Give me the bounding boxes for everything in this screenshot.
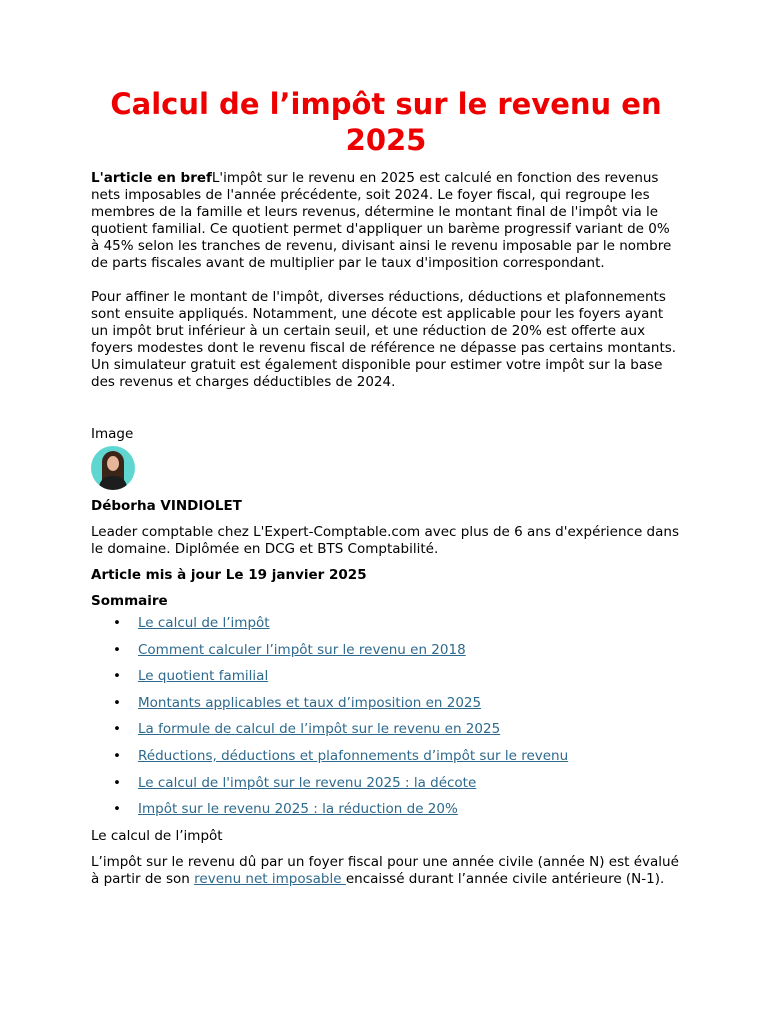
section-paragraph bbox=[91, 854, 681, 888]
avatar-face bbox=[107, 456, 119, 471]
revenu-net-imposable-link[interactable]: revenu net imposable bbox=[194, 870, 346, 887]
bullet-icon: • bbox=[113, 641, 121, 658]
bullet-icon: • bbox=[113, 721, 121, 738]
article bbox=[91, 86, 681, 888]
section-text-after: encaissé durant l’année civile antérieure (N-1). bbox=[345, 870, 665, 887]
author-bio: Leader comptable chez L'Expert-Comptable.com avec plus de 6 ans d'expérience dans le domaine. Diplômée en DCG et BTS Comptabilité. bbox=[91, 524, 679, 557]
table-of-contents bbox=[91, 615, 681, 818]
bullet-icon: • bbox=[113, 801, 121, 818]
toc-link-2018[interactable]: Comment calculer l’impôt sur le revenu en 2018 bbox=[138, 641, 466, 658]
bullet-icon: • bbox=[113, 615, 121, 631]
image-label: Image bbox=[91, 426, 134, 442]
toc-item bbox=[91, 748, 681, 765]
toc-link-formule[interactable]: La formule de calcul de l’impôt sur le revenu en 2025 bbox=[138, 721, 501, 738]
toc-item bbox=[91, 801, 681, 818]
author-avatar bbox=[91, 446, 135, 490]
toc-item bbox=[91, 695, 681, 712]
author-name: Déborha VINDIOLET bbox=[91, 498, 242, 514]
bullet-icon: • bbox=[113, 774, 121, 791]
toc-link-quotient[interactable]: Le quotient familial bbox=[138, 668, 269, 685]
toc-link-reductions[interactable]: Réductions, déductions et plafonnements d’impôt sur le revenu bbox=[138, 747, 569, 764]
intro-paragraph bbox=[91, 170, 681, 272]
toc-link-calcul[interactable]: Le calcul de l’impôt bbox=[138, 615, 270, 631]
toc-item bbox=[91, 615, 681, 632]
toc-item bbox=[91, 721, 681, 738]
intro-label: L'article en bref bbox=[91, 170, 212, 186]
page-title: Calcul de l’impôt sur le revenu en 2025 bbox=[110, 87, 662, 157]
toc-link-decote[interactable]: Le calcul de l'impôt sur le revenu 2025 : la décote bbox=[138, 774, 477, 791]
toc-item bbox=[91, 668, 681, 685]
toc-link-reduction-20[interactable]: Impôt sur le revenu 2025 : la réduction de 20% bbox=[138, 801, 458, 818]
toc-title: Sommaire bbox=[91, 593, 168, 609]
section-text-before: L’impôt sur le revenu dû par un foyer fiscal pour une année civile (année N) est évalué à partir de son bbox=[91, 853, 679, 887]
toc-link-montants[interactable]: Montants applicables et taux d’imposition en 2025 bbox=[138, 694, 482, 711]
section-heading: Le calcul de l’impôt bbox=[91, 827, 223, 844]
toc-item bbox=[91, 775, 681, 792]
bullet-icon: • bbox=[113, 668, 121, 685]
updated-date: Article mis à jour Le 19 janvier 2025 bbox=[91, 567, 367, 583]
intro-text: L'impôt sur le revenu en 2025 est calculé en fonction des revenus nets imposables de l'année précédente, soit 2024. Le foyer fiscal, qui regroupe les membres de la famille et leurs revenus, détermine le montant final de l'impôt via le quotient familial. Ce quotient permet d'appliquer un barème progressif variant de 0% à 45% selon les tranches de revenu, divisant ainsi le revenu imposable par le nombre de parts fiscales avant de multiplier par le taux d'imposition correspondant. bbox=[91, 170, 672, 271]
avatar-body bbox=[99, 476, 127, 490]
toc-item bbox=[91, 642, 681, 659]
bullet-icon: • bbox=[113, 747, 121, 764]
bullet-icon: • bbox=[113, 694, 121, 711]
summary-paragraph: Pour affiner le montant de l'impôt, diverses réductions, déductions et plafonnements sont ensuite appliqués. Notamment, une décote est applicable pour les foyers ayant un impôt brut inférieur à un certain seuil, et une réduction de 20% est offerte aux foyers modestes dont le revenu fiscal de référence ne dépasse pas certains montants. Un simulateur gratuit est également disponible pour estimer votre impôt sur la base des revenus et charges déductibles de 2024. bbox=[91, 289, 677, 390]
